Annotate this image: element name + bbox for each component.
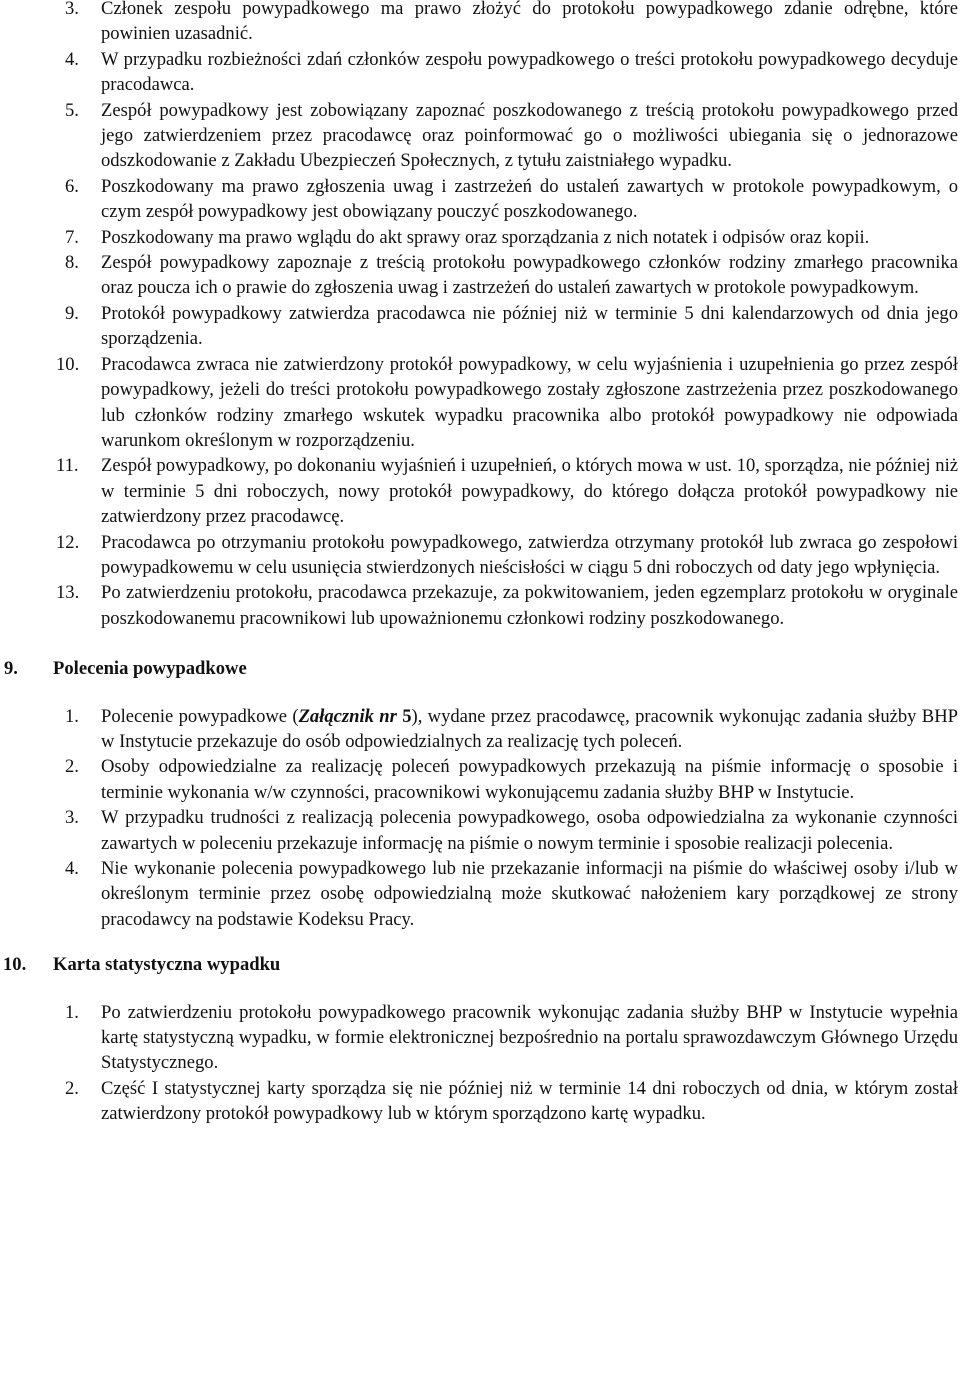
- item-text: Osoby odpowiedzialne za realizację poleceń powypadkowych przekazują na piśmie informację o sposobie i terminie wykonania w/w czynności, pracownikowi wykonującemu zadania służby BHP w Instytucie.: [101, 756, 958, 803]
- section-title: Polecenia powypadkowe: [53, 658, 247, 680]
- item-text: Pracodawca zwraca nie zatwierdzony protokół powypadkowy, w celu wyjaśnienia i uzupełnienia go przez zespół powypadkowy, jeżeli do treści protokołu powypadkowego zostały zgłoszone zastrzeżenia przez poszkodowanego lub członków rodziny zmarłego wskutek wypadku pracownika albo protokół powypadkowy nie odpowiada warunkom określonym w rozporządzeniu.: [101, 353, 958, 451]
- item-number: 7.: [65, 226, 79, 248]
- list-item: [0, 0, 960, 47]
- item-number: 3.: [65, 807, 79, 829]
- item-number: 9.: [65, 302, 79, 324]
- item-number: 10.: [56, 353, 80, 375]
- item-number: 4.: [65, 858, 79, 879]
- item-text: Poszkodowany ma prawo zgłoszenia uwag i zastrzeżeń do ustaleń zawartych w protokole powypadkowym, o czym zespół powypadkowy jest obowiązany pouczyć poszkodowanego.: [101, 175, 958, 223]
- item-number: 2.: [65, 756, 79, 778]
- item-text: Nie wykonanie polecenia powypadkowego lub nie przekazanie informacji na piśmie do właściwej osoby i/lub w określonym terminie przez osobę odpowiedzialną może skutkować nałożeniem kary porządkowej ze strony pracodawcy na podstawie Kodeksu Pracy.: [101, 858, 958, 930]
- item-number: 8.: [65, 252, 79, 274]
- list-item: [0, 174, 960, 225]
- list-item: [0, 704, 960, 755]
- section-title: Karta statystyczna wypadku: [53, 954, 281, 976]
- list-item: [0, 453, 960, 529]
- item-number: 5.: [65, 99, 79, 121]
- list-item: [0, 1076, 960, 1127]
- item-number: 12.: [56, 531, 80, 553]
- item-text: Po zatwierdzeniu protokołu powypadkowego pracownik wykonując zadania służby BHP w Instytucie wypełnia kartę statystyczną wypadku, w formie elektronicznej bezpośrednio na portalu sprawozdawczym Głównego Urzędu Statystycznego.: [101, 1001, 958, 1074]
- item-text: Członek zespołu powypadkowego ma prawo złożyć do protokołu powypadkowego zdanie odrębne, które powinien uzasadnić.: [101, 0, 958, 45]
- item-text: Poszkodowany ma prawo wglądu do akt sprawy oraz sporządzania z nich notatek i odpisów oraz kopii.: [101, 226, 870, 248]
- item-number: 11.: [56, 455, 79, 477]
- item-number: 13.: [56, 582, 80, 604]
- list-item: [0, 1000, 960, 1076]
- item-number: 4.: [65, 48, 79, 70]
- section-9-heading: [0, 656, 960, 681]
- item-text: W przypadku rozbieżności zdań członków zespołu powypadkowego o treści protokołu powypadkowego decyduje pracodawca.: [101, 48, 958, 96]
- section-10-list: [0, 1000, 960, 1127]
- section-number: 10.: [3, 954, 27, 976]
- list-item: [0, 530, 960, 581]
- item-text: Zespół powypadkowy zapoznaje z treścią protokołu powypadkowego członków rodziny zmarłego pracownika oraz poucza ich o prawie do zgłoszenia uwag i zastrzeżeń do ustaleń zawartych w protokole powypadkowym.: [101, 252, 958, 299]
- list-item: [0, 225, 960, 250]
- section-9-list: [0, 704, 960, 933]
- list-item: [0, 301, 960, 352]
- list-item: [0, 754, 960, 805]
- item-text: Pracodawca po otrzymaniu protokołu powypadkowego, zatwierdza otrzymany protokół lub zwraca go zespołowi powypadkowemu w celu usunięcia stwierdzonych nieścisłości w ciągu 5 dni roboczych od daty jego wpłynięcia.: [101, 531, 958, 578]
- item-text-before: Polecenie powypadkowe (: [101, 705, 299, 727]
- list-item: [0, 856, 960, 932]
- list-item: [0, 47, 960, 98]
- item-text: Zespół powypadkowy, po dokonaniu wyjaśnień i uzupełnień, o których mowa w ust. 10, sporządza, nie później niż w terminie 5 dni roboczych, nowy protokół powypadkowy, do którego dołącza protokół powypadkowy nie zatwierdzony przez pracodawcę.: [101, 455, 958, 528]
- list-item: [0, 805, 960, 856]
- item-text: Po zatwierdzeniu protokołu, pracodawca przekazuje, za pokwitowaniem, jeden egzemplarz protokołu w oryginale poszkodowanemu pracownikowi lub upoważnionemu członkowi rodziny poszkodowanego.: [101, 582, 958, 629]
- section-number: 9.: [4, 658, 18, 680]
- section-10-heading: [0, 952, 960, 977]
- item-text: Protokół powypadkowy zatwierdza pracodawca nie później niż w terminie 5 dni kalendarzowych od dnia jego sporządzenia.: [101, 302, 958, 350]
- list-item: [0, 98, 960, 174]
- list-item: [0, 352, 960, 454]
- section-8-list: [0, 0, 960, 631]
- item-number: 6.: [65, 175, 79, 197]
- list-item: [0, 580, 960, 631]
- item-number: 2.: [65, 1077, 79, 1099]
- item-text: Część I statystycznej karty sporządza się nie później niż w terminie 14 dni roboczych od dnia, w którym został zatwierdzony protokół powypadkowy lub w którym sporządzono kartę wypadku.: [101, 1077, 958, 1125]
- annex-reference: Załącznik nr: [298, 705, 397, 727]
- item-number: 3.: [65, 0, 79, 19]
- item-text-after: ), wydane przez pracodawcę, pracownik wykonując zadania służby BHP w Instytucie przekazuje do osób odpowiedzialnych za realizację tych poleceń.: [101, 705, 958, 752]
- list-item: [0, 250, 960, 301]
- item-number: 1.: [65, 1001, 79, 1023]
- annex-number: 5: [396, 705, 412, 727]
- item-text: Zespół powypadkowy jest zobowiązany zapoznać poszkodowanego z treścią protokołu powypadkowego przed jego zatwierdzeniem przez pracodawcę oraz poinformować go o możliwości ubiegania się o jednorazowe odszkodowanie z Zakładu Ubezpieczeń Społecznych, z tytułu zaistniałego wypadku.: [101, 99, 958, 172]
- item-number: 1.: [65, 705, 79, 727]
- item-text: W przypadku trudności z realizacją polecenia powypadkowego, osoba odpowiedzialna za wykonanie czynności zawartych w poleceniu przekazuje informację na piśmie o nowym terminie i sposobie realizacji polecenia.: [101, 807, 958, 854]
